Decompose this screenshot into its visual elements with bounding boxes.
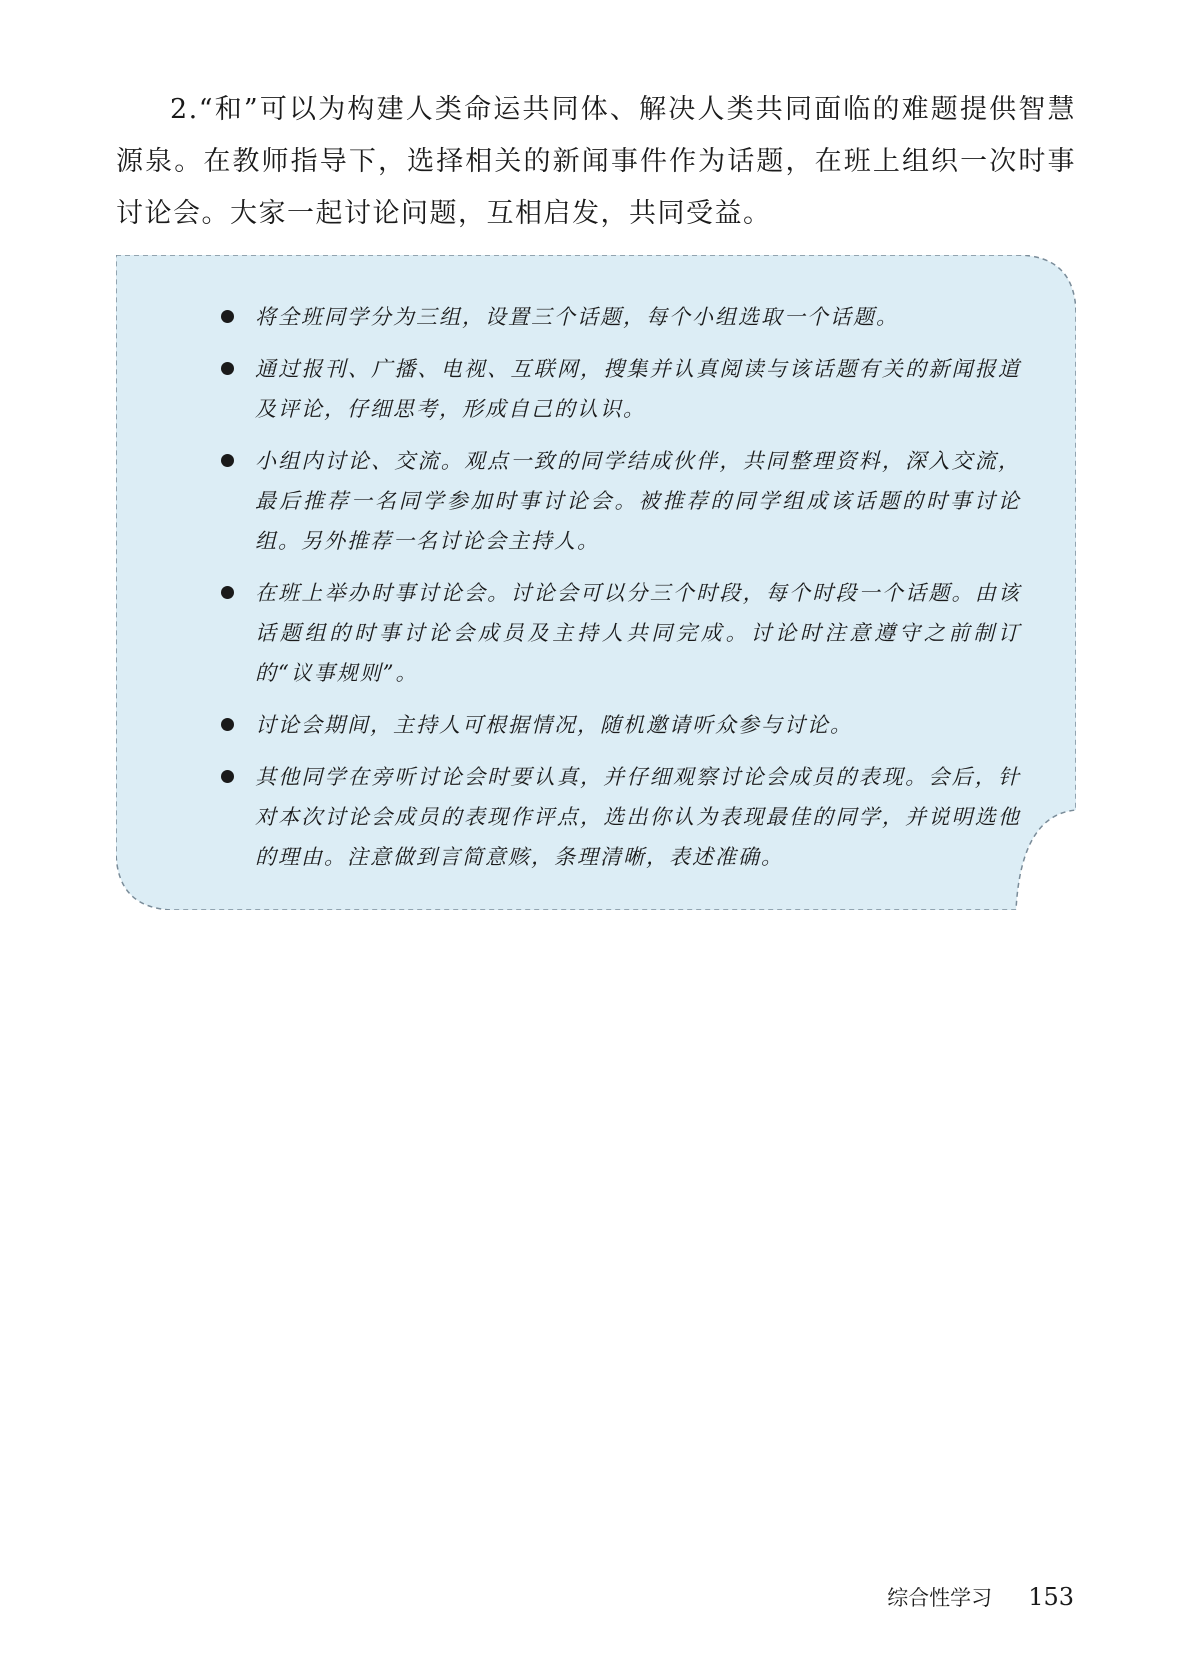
list-item-text: 讨论会期间，主持人可根据情况，随机邀请听众参与讨论。 — [255, 713, 853, 737]
list-item-text: 通过报刊、广播、电视、互联网，搜集并认真阅读与该话题有关的新闻报道及评论，仔细思考，形成自己的认识。 — [255, 357, 1021, 421]
bullet-icon — [221, 718, 234, 731]
bullet-icon — [221, 586, 234, 599]
list-item — [221, 297, 1021, 337]
list-item — [221, 573, 1021, 693]
activity-list — [221, 297, 1021, 889]
list-item — [221, 441, 1021, 561]
bullet-icon — [221, 310, 234, 323]
list-item — [221, 757, 1021, 877]
bullet-icon — [221, 454, 234, 467]
list-item — [221, 705, 1021, 745]
list-item-text: 将全班同学分为三组，设置三个话题，每个小组选取一个话题。 — [255, 305, 899, 329]
page-footer — [887, 1582, 1074, 1612]
bullet-icon — [221, 770, 234, 783]
activity-box — [116, 255, 1076, 910]
list-item-text: 其他同学在旁听讨论会时要认真，并仔细观察讨论会成员的表现。会后，针对本次讨论会成员的表现作评点，选出你认为表现最佳的同学，并说明选他的理由。注意做到言简意赅，条理清晰，表述准确。 — [255, 765, 1021, 869]
page-number: 153 — [1028, 1583, 1074, 1611]
intro-paragraph: 2.“和”可以为构建人类命运共同体、解决人类共同面临的难题提供智慧源泉。在教师指导下，选择相关的新闻事件作为话题，在班上组织一次时事讨论会。大家一起讨论问题，互相启发，共同受益。 — [116, 94, 1076, 229]
list-item-text: 小组内讨论、交流。观点一致的同学结成伙伴，共同整理资料，深入交流，最后推荐一名同学参加时事讨论会。被推荐的同学组成该话题的时事讨论组。另外推荐一名讨论会主持人。 — [255, 449, 1021, 553]
list-item — [221, 349, 1021, 429]
section-label: 综合性学习 — [887, 1586, 993, 1610]
list-item-text: 在班上举办时事讨论会。讨论会可以分三个时段，每个时段一个话题。由该话题组的时事讨论会成员及主持人共同完成。讨论时注意遵守之前制订的“议事规则”。 — [255, 581, 1021, 685]
bullet-icon — [221, 362, 234, 375]
